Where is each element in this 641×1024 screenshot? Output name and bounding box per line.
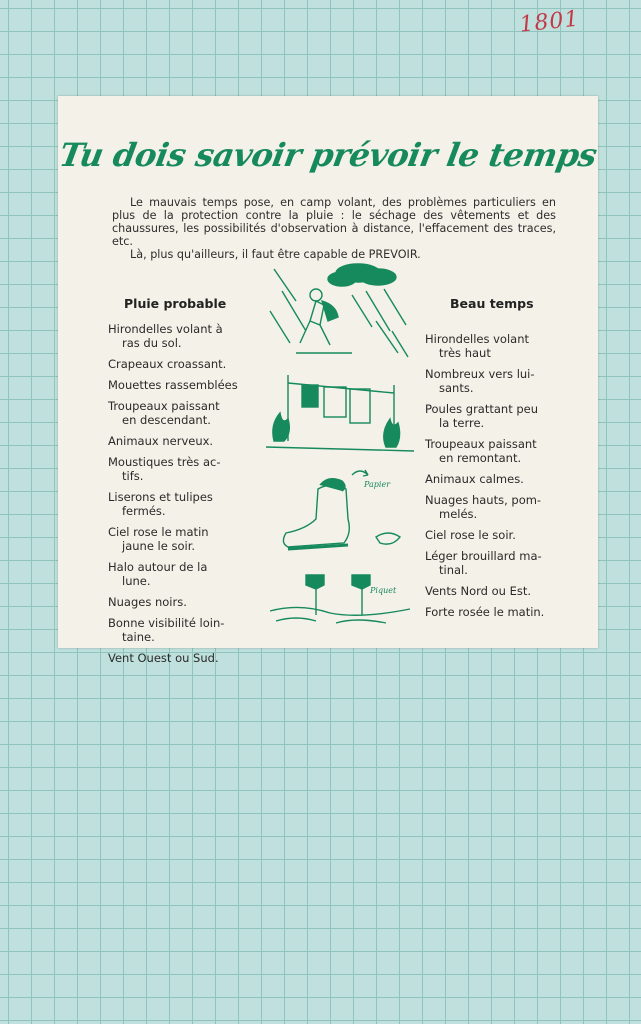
list-item: Halo autour de la lune. [108, 560, 208, 588]
list-item: Animaux nerveux. [108, 434, 214, 448]
intro-conclusion: Là, plus qu'ailleurs, il faut être capable de PREVOIR. [130, 248, 421, 261]
illustrations-svg [266, 261, 414, 641]
stake-label: Piquet [370, 586, 397, 595]
rain-heading: Pluie probable [124, 296, 227, 311]
list-item: Troupeaux paissant en remontant. [425, 437, 537, 465]
list-item: Léger brouillard ma- tinal. [425, 549, 542, 577]
list-item: Bonne visibilité loin- taine. [108, 616, 225, 644]
drying-clothes-illustration [266, 375, 414, 451]
boots-on-stakes-illustration [270, 575, 410, 623]
page-title: Tu dois savoir prévoir le temps [56, 136, 600, 174]
pencil-annotation: 1801 [518, 6, 581, 38]
list-item: Hirondelles volant très haut [425, 332, 530, 360]
list-item: Ciel rose le matin jaune le soir. [108, 525, 209, 553]
list-item: Mouettes rassemblées [108, 378, 238, 392]
fair-weather-signs-list [425, 332, 555, 626]
intro-text [112, 196, 556, 261]
list-item: Forte rosée le matin. [425, 605, 545, 619]
list-item: Nombreux vers lui- sants. [425, 367, 535, 395]
list-item: Liserons et tulipes fermés. [108, 490, 213, 518]
list-item: Ciel rose le soir. [425, 528, 516, 542]
list-item: Troupeaux paissant en descendant. [108, 399, 220, 427]
fair-weather-heading: Beau temps [450, 296, 534, 311]
list-item: Poules grattant peu la terre. [425, 402, 539, 430]
list-item: Moustiques très ac- tifs. [108, 455, 221, 483]
list-item: Nuages hauts, pom- melés. [425, 493, 542, 521]
list-item: Animaux calmes. [425, 472, 524, 486]
list-item: Nuages noirs. [108, 595, 187, 609]
list-item: Crapeaux croassant. [108, 357, 227, 371]
list-item: Vents Nord ou Est. [425, 584, 532, 598]
list-item: Hirondelles volant à ras du sol. [108, 322, 223, 350]
list-item: Vent Ouest ou Sud. [108, 651, 219, 665]
rain-hiker-illustration [270, 264, 408, 357]
rain-signs-list [108, 322, 242, 672]
paper-label: Papier [364, 480, 391, 489]
illustration-column [266, 261, 414, 641]
newspaper-clipping [56, 96, 600, 665]
intro-paragraph: Le mauvais temps pose, en camp volant, des problèmes particuliers en plus de la protection contre la pluie : le séchage des vêtements et des chaussures, les possibilités d'observation à distance, l'effacement des traces, etc. [112, 196, 556, 248]
boot-illustration [283, 470, 400, 549]
